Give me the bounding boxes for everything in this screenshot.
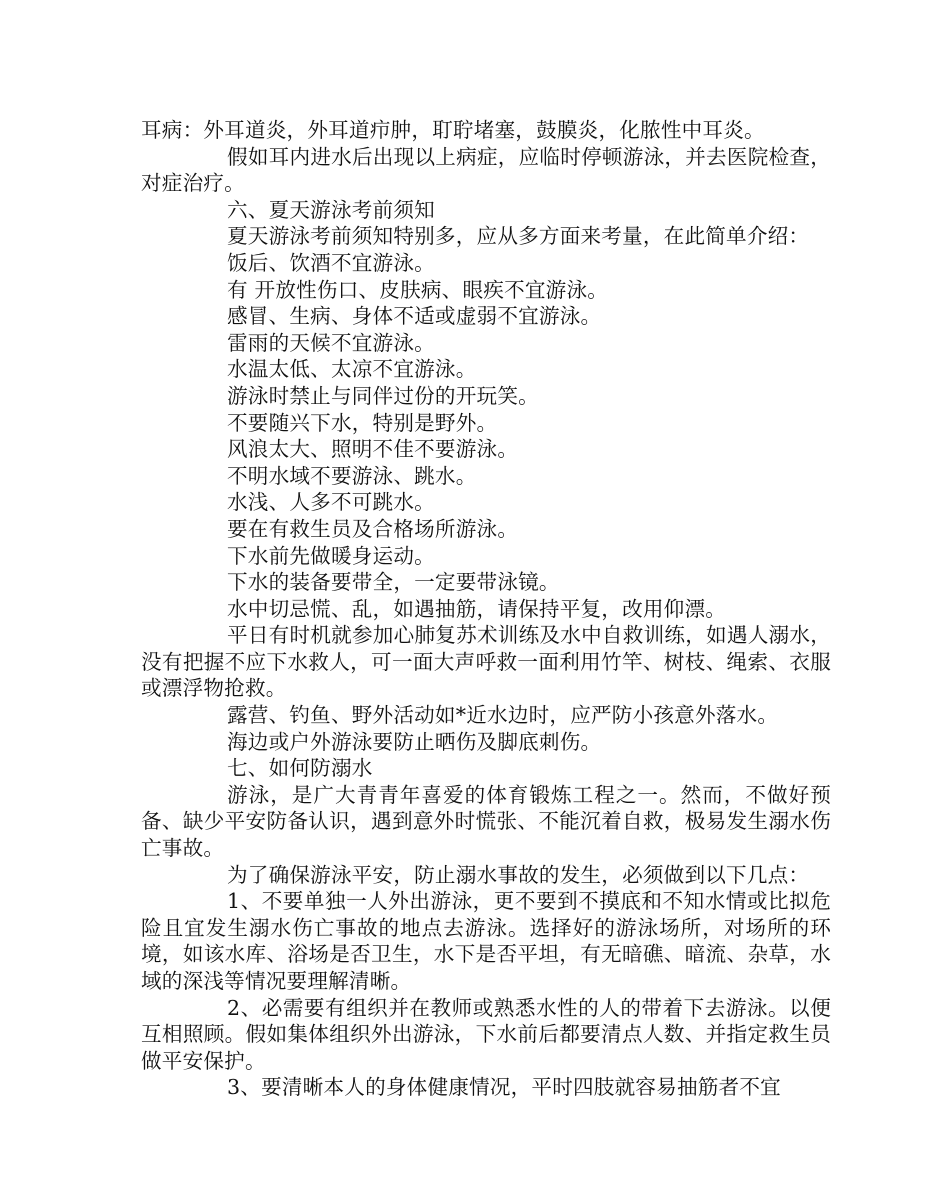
list-item: 游泳时禁止与同伴过份的开玩笑。 <box>227 383 539 408</box>
list-item: 水中切忌慌、乱，如遇抽筋，请保持平复，改用仰漂。 <box>227 596 727 621</box>
list-item: 风浪太大、照明不佳不要游泳。 <box>227 437 519 462</box>
list-item: 下水前先做暖身运动。 <box>227 543 435 568</box>
document-body <box>141 117 831 1101</box>
section-heading: 七、如何防溺水 <box>227 756 373 781</box>
list-item: 饭后、饮酒不宜游泳。 <box>227 250 435 275</box>
paragraph: 3、要清晰本人的身体健康情况，平时四肢就容易抽筋者不宜 <box>227 1075 781 1100</box>
list-item: 不明水域不要游泳、跳水。 <box>227 463 477 488</box>
list-item: 水温太低、太凉不宜游泳。 <box>227 357 477 382</box>
paragraph: 假如耳内进水后出现以上病症，应临时停顿游泳，并去医院检查，对症治疗。 <box>141 144 831 196</box>
list-item: 水浅、人多不可跳水。 <box>227 490 435 515</box>
paragraph: 游泳，是广大青青年喜爱的体育锻炼工程之一。然而，不做好预备、缺少平安防备认识，遇到意外时慌张、不能沉着自救，极易发生溺水伤亡事故。 <box>141 782 831 861</box>
section-heading: 六、夏天游泳考前须知 <box>227 197 435 222</box>
list-item: 海边或户外游泳要防止晒伤及脚底刺伤。 <box>227 729 602 754</box>
list-item: 雷雨的天候不宜游泳。 <box>227 330 435 355</box>
list-item: 下水的装备要带全，一定要带泳镜。 <box>227 570 560 595</box>
list-item: 露营、钓鱼、野外活动如*近水边时，应严防小孩意外落水。 <box>227 703 779 728</box>
list-item: 要在有救生员及合格场所游泳。 <box>227 516 519 541</box>
paragraph: 平日有时机就参加心肺复苏术训练及水中自救训练，如遇人溺水，没有把握不应下水救人，可一面大声呼救一面利用竹竿、树枝、绳索、衣服或漂浮物抢救。 <box>141 623 831 701</box>
list-item: 有 开放性伤口、皮肤病、眼疾不宜游泳。 <box>227 277 609 302</box>
paragraph: 1、不要单独一人外出游泳，更不要到不摸底和不知水情或比拟危险且宜发生溺水伤亡事故的地点去游泳。选择好的游泳场所，对场所的环境，如该水库、浴场是否卫生，水下是否平坦，有无暗礁、暗流、杂草，水域的深浅等情况要理解清晰。 <box>141 889 831 993</box>
paragraph: 夏天游泳考前须知特别多，应从多方面来考量，在此简单介绍： <box>227 224 810 249</box>
paragraph: 为了确保游泳平安，防止溺水事故的发生，必须做到以下几点： <box>227 862 810 887</box>
list-item: 感冒、生病、身体不适或虚弱不宜游泳。 <box>227 304 602 329</box>
paragraph: 耳病：外耳道炎，外耳道疖肿，耵聍堵塞，鼓膜炎，化脓性中耳炎。 <box>141 118 765 142</box>
paragraph: 2、必需要有组织并在教师或熟悉水性的人的带着下去游泳。以便互相照顾。假如集体组织外出游泳，下水前后都要清点人数、并指定救生员做平安保护。 <box>141 995 831 1073</box>
list-item: 不要随兴下水，特别是野外。 <box>227 410 498 435</box>
